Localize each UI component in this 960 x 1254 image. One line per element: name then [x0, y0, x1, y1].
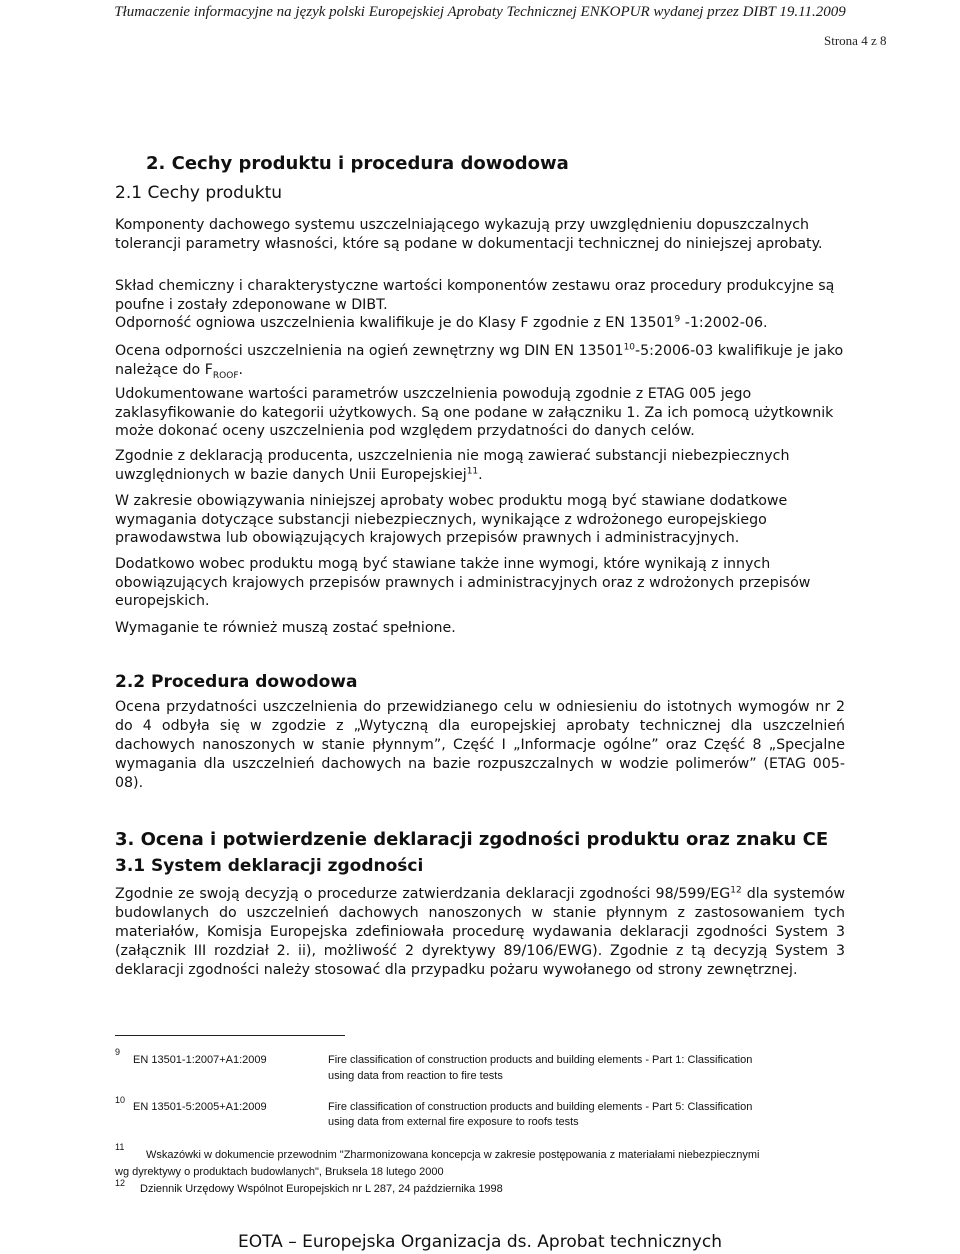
footnote-ref-11: 11: [466, 465, 479, 476]
footnote-11-number: 11: [115, 1142, 125, 1152]
external-fire-text-mid: -5:2006-03 kwalifikuje je jako należące do F: [115, 343, 844, 378]
footnote-9-line2: using data from reaction to fire tests: [328, 1070, 503, 1082]
paragraph-assessment: Ocena przydatności uszczelnienia do przewidzianego celu w odniesieniu do istotnych wymogów nr 2 do 4 odbyła się w zgodzie z „Wytyczną dla europejskiej aprobaty technicznej dla uszczelnień dachowych nanoszonych w stanie płynnym”, Część I „Informacje ogólne” oraz Część 8 „Specjalne wymagania dla uszczelnień dachowych na bazie rozpuszczalnych w wodzie polimerów” (ETAG 005-08).: [115, 699, 845, 791]
external-fire-text-end: .: [238, 361, 244, 378]
paragraph-external-fire: [115, 342, 845, 379]
conformity-system-text: Zgodnie ze swoją decyzją o procedurze zatwierdzania deklaracji zgodności 98/599/EG: [115, 886, 731, 902]
footnote-12-number: 12: [115, 1178, 126, 1188]
fire-resistance-text: Odporność ogniowa uszczelnienia kwalifikuje je do Klasy F zgodnie z EN 13501: [115, 315, 675, 331]
footnote-10-code: EN 13501-5:2005+A1:2009: [133, 1101, 267, 1113]
document-header-title: Tłumaczenie informacyjne na język polski Europejskiej Aprobaty Technicznej ENKOPUR wydanej przez DIBT 19.11.2009: [114, 4, 846, 20]
paragraph-additional-requirements: W zakresie obowiązywania niniejszej aprobaty wobec produktu mogą być stawiane dodatkowe wymagania dotyczące substancji niebezpiecznych, wynikające z wdrożonego europejskiego prawodawstwa lub obowiązujących krajowych przepisów prawnych i administracyjnych.: [115, 493, 788, 546]
section-3-1-heading: 3.1 System deklaracji zgodności: [115, 856, 424, 876]
footnote-ref-10: 10: [623, 342, 636, 353]
section-2-1-heading: 2.1 Cechy produktu: [115, 183, 283, 203]
footnote-11-line2: wg dyrektywy o produktach budowlanych", Bruksela 18 lutego 2000: [115, 1166, 444, 1178]
footnote-ref-12: 12: [730, 885, 742, 896]
hazardous-substances-text-end: .: [478, 466, 483, 483]
conformity-system-text-end: dla systemów budowlanych do uszczelnień dachowych nanoszonych w stanie płynnym z zastosowaniem tych materiałów, Komisja Europejska zdefiniowała procedurę wydawania deklaracji zgodności System 3 (załącznik III rozdział 2. ii), możliwość 2 dyrektywy 89/106/EWG). Zgodnie z tą decyzją System 3 deklaracji zgodności należy stosować dla przypadku pożaru wywołanego od strony zewnętrznej.: [115, 886, 845, 978]
paragraph-requirements-met: Wymaganie te również muszą zostać spełnione.: [115, 620, 456, 636]
footnote-10-line1: Fire classification of construction products and building elements - Part 5: Classification: [328, 1101, 753, 1113]
paragraph-other-requirements: Dodatkowo wobec produktu mogą być stawiane także inne wymogi, które wynikają z innych obowiązujących krajowych przepisów prawnych i administracyjnych oraz z wdrożonych przepisów europejskich.: [115, 556, 811, 609]
fire-resistance-text-end: -1:2002-06.: [680, 315, 768, 331]
footnote-10-line2: using data from external fire exposure to roofs tests: [328, 1116, 579, 1128]
paragraph-conformity-system: [115, 885, 845, 980]
external-fire-text: Ocena odporności uszczelnienia na ogień zewnętrzny wg DIN EN 13501: [115, 343, 624, 359]
section-2-heading: 2. Cechy produktu i procedura dowodowa: [146, 153, 569, 174]
paragraph-components: Komponenty dachowego systemu uszczelniającego wykazują przy uwzględnieniu dopuszczalnych tolerancji parametry własności, które są podane w dokumentacji technicznej do niniejszej aprobaty.: [115, 217, 823, 252]
section-2-2-heading: 2.2 Procedura dowodowa: [115, 672, 358, 692]
paragraph-chemical-composition: Skład chemiczny i charakterystyczne wartości komponentów zestawu oraz procedury produkcyjne są poufne i zostały zdeponowane w DIBT.: [115, 278, 835, 313]
footnote-divider: [115, 1035, 345, 1036]
page-number: Strona 4 z 8: [824, 33, 887, 48]
paragraph-fire-resistance: [115, 314, 845, 333]
paragraph-hazardous-substances: [115, 447, 845, 484]
footnote-ref-9: 9: [674, 314, 681, 325]
hazardous-substances-text: Zgodnie z deklaracją producenta, uszczelnienia nie mogą zawierać substancji niebezpiecznych uwzględnionych w bazie danych Unii Europejskiej: [115, 448, 790, 483]
footnote-9-line1: Fire classification of construction products and building elements - Part 1: Classification: [328, 1054, 753, 1066]
footnote-10-number: 10: [115, 1095, 126, 1105]
froof-subscript: ROOF: [212, 370, 239, 381]
footnote-12-text: Dziennik Urzędowy Wspólnot Europejskich nr L 287, 24 października 1998: [140, 1183, 503, 1195]
footnote-9-number: 9: [115, 1047, 121, 1057]
section-3-heading: 3. Ocena i potwierdzenie deklaracji zgodności produktu oraz znaku CE: [115, 829, 829, 850]
page-footer: EOTA – Europejska Organizacja ds. Aprobat technicznych: [237, 1232, 722, 1252]
footnote-9-code: EN 13501-1:2007+A1:2009: [133, 1054, 267, 1066]
footnote-11-line1: Wskazówki w dokumencie przewodnim "Zharmonizowana koncepcja w zakresie postępowania z materiałami niebezpiecznymi: [146, 1149, 760, 1161]
paragraph-documented-values: Udokumentowane wartości parametrów uszczelnienia powodują zgodnie z ETAG 005 jego zaklasyfikowanie do kategorii użytkowych. Są one podane w załączniku 1. Za ich pomocą użytkownik może dokonać oceny uszczelnienia pod względem przydatności do danych celów.: [115, 386, 834, 439]
